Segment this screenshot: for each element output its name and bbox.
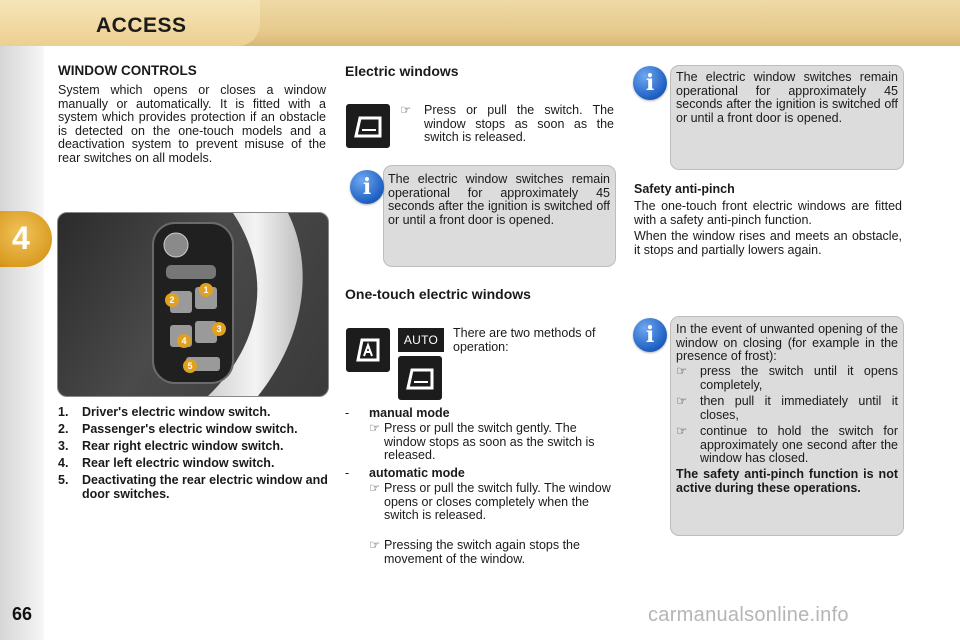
caption-item: 2. Passenger's electric window switch. (58, 422, 298, 436)
caption-item: 3. Rear right electric window switch. (58, 439, 284, 453)
info-box-middle-text: The electric window switches remain operational for approximately 45 seconds after the ignition is switched off or until a front door is opened. (388, 172, 610, 227)
info-icon: i (350, 170, 384, 204)
callout-1-label: 1 (203, 285, 209, 295)
chapter-number: 4 (12, 220, 30, 256)
mirror-knob (164, 233, 188, 257)
methods-text: There are two methods of operation: (453, 326, 596, 354)
callout-3-label: 3 (216, 324, 222, 334)
automatic-mode-label: automatic mode (369, 466, 465, 480)
window-switch-icon (346, 104, 390, 148)
manual-dash: - (345, 406, 350, 420)
caption-item: 1. Driver's electric window switch. (58, 405, 271, 419)
manual-mode-label: manual mode (369, 406, 450, 420)
automatic-bullet: ☞ Press or pull the switch fully. The window opens or closes completely when the switch is released. (369, 481, 611, 522)
switch-caption-list (58, 405, 328, 504)
section-title: ACCESS (96, 14, 187, 37)
anti-pinch-warning: The safety anti-pinch function is not active during these operations. (676, 467, 898, 495)
callout-5-label: 5 (187, 361, 193, 371)
anti-pinch-heading: Safety anti-pinch (634, 182, 735, 196)
automatic-dash: - (345, 466, 350, 480)
door-switch-illustration (58, 213, 328, 396)
window-switch-icon (346, 328, 390, 372)
info-box-right-bottom-intro: In the event of unwanted opening of the window on closing (for example in the presence of frost): (676, 322, 898, 363)
side-strip (0, 46, 44, 640)
info-icon: i (633, 66, 667, 100)
frost-bullet: ☞ continue to hold the switch for approximately one second after the window has closed. (676, 424, 898, 465)
mirror-selector (166, 265, 216, 279)
one-touch-heading: One-touch electric windows (345, 286, 531, 302)
caption-item: 5. Deactivating the rear electric window and door switches. (58, 473, 328, 501)
electric-bullet: ☞ Press or pull the switch. The window stops as soon as the switch is released. (400, 103, 614, 144)
page-number: 66 (12, 604, 33, 624)
callout-2-label: 2 (169, 295, 175, 305)
info-icon: i (633, 318, 667, 352)
electric-windows-heading: Electric windows (345, 63, 459, 79)
manual-bullet: ☞ Press or pull the switch gently. The window stops as soon as the switch is released. (369, 421, 595, 462)
info-box-right-top-text: The electric window switches remain operational for approximately 45 seconds after the ignition is switched off or until a front door is opened. (676, 70, 898, 125)
auto-label: AUTO (398, 328, 444, 352)
callout-4-label: 4 (181, 336, 187, 346)
watermark: carmanualsonline.info (648, 604, 849, 626)
window-controls-intro: System which opens or closes a window manually or automatically. It is fitted with a system which provides protection if an obstacle is detected on the one-touch models and a deactivation system to prevent misuse of the rear switches on all models. (58, 83, 326, 165)
frost-bullet: ☞ press the switch until it opens completely, (676, 364, 898, 392)
door-switch-photo (57, 212, 329, 397)
caption-item: 4. Rear left electric window switch. (58, 456, 275, 470)
anti-pinch-text-2: When the window rises and meets an obstacle, it stops and partially lowers again. (634, 229, 902, 257)
automatic-bullet: ☞ Pressing the switch again stops the movement of the window. (369, 538, 580, 566)
frost-bullet: ☞ then pull it immediately until it closes, (676, 394, 898, 422)
window-controls-heading: WINDOW CONTROLS (58, 63, 197, 78)
window-switch-icon (398, 356, 442, 400)
anti-pinch-text-1: The one-touch front electric windows are fitted with a safety anti-pinch function. (634, 199, 902, 227)
